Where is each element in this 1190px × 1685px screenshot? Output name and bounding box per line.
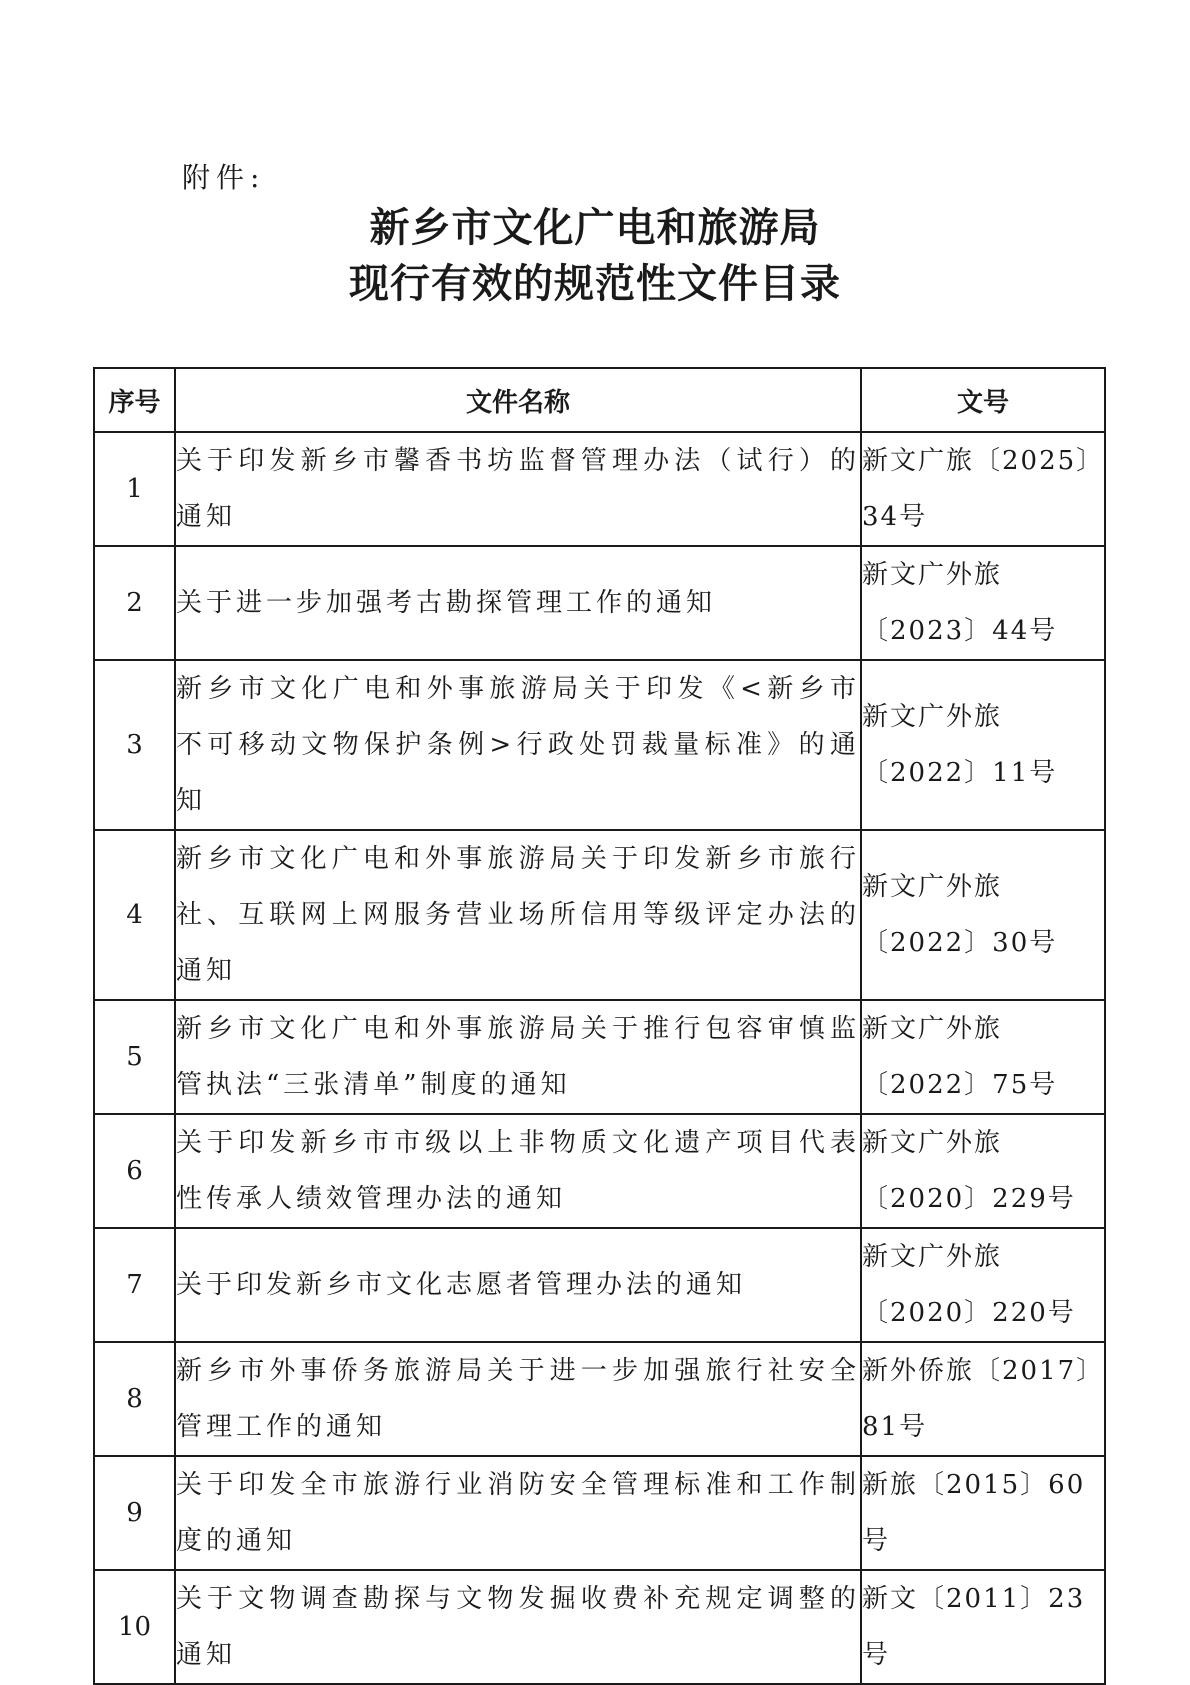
row-document-number: 新文〔2011〕23号 xyxy=(861,1570,1105,1684)
document-title-line-2: 现行有效的规范性文件目录 xyxy=(349,261,841,307)
table-row xyxy=(94,660,1105,830)
row-serial-number: 7 xyxy=(94,1228,175,1342)
row-document-number: 新外侨旅〔2017〕81号 xyxy=(861,1342,1105,1456)
row-document-number: 新文广外旅〔2020〕220号 xyxy=(861,1228,1105,1342)
row-serial-number: 10 xyxy=(94,1570,175,1684)
row-serial-number: 9 xyxy=(94,1456,175,1570)
row-document-name: 新乡市文化广电和外事旅游局关于印发新乡市旅行社、互联网上网服务营业场所信用等级评定办法的通知 xyxy=(175,830,861,1000)
row-document-name: 关于文物调查勘探与文物发掘收费补充规定调整的通知 xyxy=(175,1570,861,1684)
row-document-number: 新文广旅〔2025〕34号 xyxy=(861,432,1105,546)
row-serial-number: 2 xyxy=(94,546,175,660)
row-document-number: 新旅〔2015〕60号 xyxy=(861,1456,1105,1570)
row-serial-number: 3 xyxy=(94,660,175,830)
attachment-label: 附件: xyxy=(182,161,266,194)
table-row xyxy=(94,1342,1105,1456)
row-document-number: 新文广外旅〔2020〕229号 xyxy=(861,1114,1105,1228)
header-document-number: 文号 xyxy=(861,368,1105,432)
table-header-row xyxy=(94,368,1105,432)
row-document-name: 关于进一步加强考古勘探管理工作的通知 xyxy=(175,546,861,660)
row-document-name: 关于印发新乡市市级以上非物质文化遗产项目代表性传承人绩效管理办法的通知 xyxy=(175,1114,861,1228)
row-document-number: 新文广外旅〔2023〕44号 xyxy=(861,546,1105,660)
row-serial-number: 6 xyxy=(94,1114,175,1228)
header-document-name: 文件名称 xyxy=(175,368,861,432)
table-row xyxy=(94,1114,1105,1228)
row-document-name: 新乡市外事侨务旅游局关于进一步加强旅行社安全管理工作的通知 xyxy=(175,1342,861,1456)
table-row xyxy=(94,546,1105,660)
row-document-number: 新文广外旅〔2022〕75号 xyxy=(861,1000,1105,1114)
row-document-number: 新文广外旅〔2022〕30号 xyxy=(861,830,1105,1000)
row-document-name: 关于印发新乡市文化志愿者管理办法的通知 xyxy=(175,1228,861,1342)
row-document-name: 新乡市文化广电和外事旅游局关于推行包容审慎监管执法“三张清单”制度的通知 xyxy=(175,1000,861,1114)
row-serial-number: 4 xyxy=(94,830,175,1000)
table-row xyxy=(94,1228,1105,1342)
table-row xyxy=(94,830,1105,1000)
header-serial-number: 序号 xyxy=(94,368,175,432)
row-document-name: 关于印发新乡市馨香书坊监督管理办法（试行）的通知 xyxy=(175,432,861,546)
row-serial-number: 8 xyxy=(94,1342,175,1456)
table-row xyxy=(94,432,1105,546)
row-document-name: 新乡市文化广电和外事旅游局关于印发《<新乡市不可移动文物保护条例>行政处罚裁量标准》的通知 xyxy=(175,660,861,830)
document-title-line-1: 新乡市文化广电和旅游局 xyxy=(369,205,821,251)
row-document-name: 关于印发全市旅游行业消防安全管理标准和工作制度的通知 xyxy=(175,1456,861,1570)
row-document-number: 新文广外旅〔2022〕11号 xyxy=(861,660,1105,830)
row-serial-number: 5 xyxy=(94,1000,175,1114)
table-row xyxy=(94,1000,1105,1114)
document-catalog-table xyxy=(93,367,1106,1685)
table-row xyxy=(94,1570,1105,1684)
row-serial-number: 1 xyxy=(94,432,175,546)
table-row xyxy=(94,1456,1105,1570)
